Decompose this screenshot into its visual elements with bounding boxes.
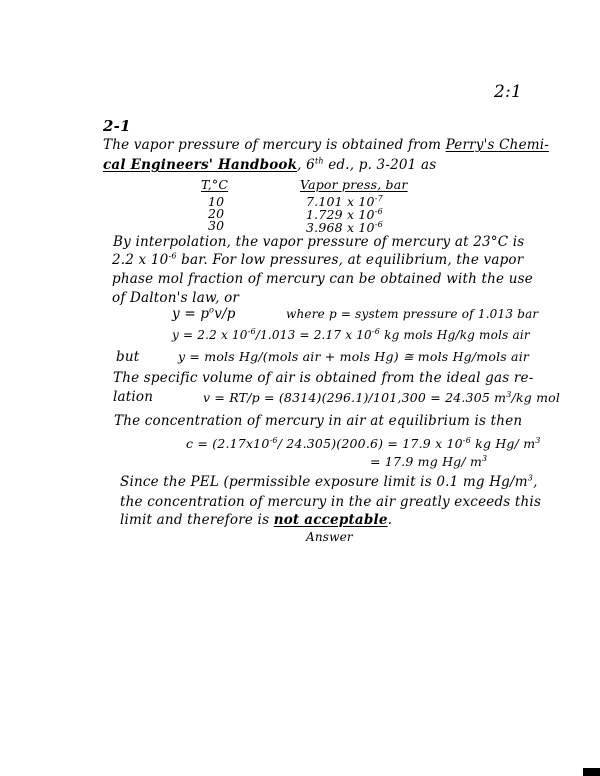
answer-label: Answer (306, 530, 353, 544)
table-header-vapor-pressure: Vapor press, bar (300, 177, 408, 192)
body-line: The concentration of mercury in air at equilibrium is then (114, 413, 523, 429)
body-line: of Dalton's law, or (112, 290, 240, 306)
but-label: but (116, 349, 140, 365)
table-cell-pressure: 1.729 x $10^{-6}$ (306, 206, 383, 222)
table-cell-temp: 10 (208, 194, 225, 209)
problem-number: 2-1 (103, 117, 131, 135)
body-line: the concentration of mercury in the air greatly exceeds this (120, 494, 542, 510)
table-cell-temp: 30 (208, 218, 225, 233)
equation-note: where p = system pressure of 1.013 bar (286, 307, 539, 321)
body-line: 2.2 x $10^{-6}$ bar. For low pressures, at equilibrium, the vapor (112, 251, 524, 268)
table-cell-pressure: 7.101 x $10^{-7}$ (306, 193, 383, 209)
body-line: phase mol fraction of mercury can be obtained with the use (112, 271, 533, 287)
table-header-temperature: T,°C (201, 177, 229, 192)
conclusion-line: limit and therefore is not acceptable. (120, 512, 393, 528)
intro-line-1: The vapor pressure of mercury is obtained from Perry's Chemi- (103, 137, 550, 153)
equation-mol-fraction-value: y = 2.2 x $10^{-6}/1.013 = 2.17$ x $10^{-6}$ kg mols Hg/kg mols air (172, 327, 530, 342)
equation-specific-volume: v = RT/p = (8314)(296.1)/101,300 = 24.305 $m^3/kg$ mol (203, 389, 561, 405)
scan-corner-mark (583, 768, 600, 776)
equation-concentration: $c = (2.17x10^{-6}/$ 24.305)(200.6) = 17.9 x $10^{-6}$ kg Hg/ $m^3$ (186, 435, 541, 451)
body-line: Since the PEL (permissible exposure limit is 0.1 mg $Hg/m^3$, (120, 473, 538, 490)
body-line: lation (113, 389, 154, 405)
table-cell-temp: 20 (208, 206, 225, 221)
page-number: 2:1 (494, 82, 522, 102)
table-cell-pressure: 3.968 x $10^{-6}$ (306, 219, 383, 235)
body-line: By interpolation, the vapor pressure of mercury at 23°C is (113, 234, 525, 250)
body-line: The specific volume of air is obtained from the ideal gas re- (113, 370, 534, 386)
intro-line-2: cal Engineers' Handbook, 6th ed., p. 3-201 as (103, 156, 437, 173)
equation-approximation: y = mols Hg/(mols air + mols Hg) ≅ mols Hg/mols air (178, 349, 530, 364)
equation-mol-fraction: $y = p^ov/p$ (172, 305, 236, 322)
equation-concentration-mg: = 17.9 mg Hg/ $m^3$ (370, 453, 488, 469)
